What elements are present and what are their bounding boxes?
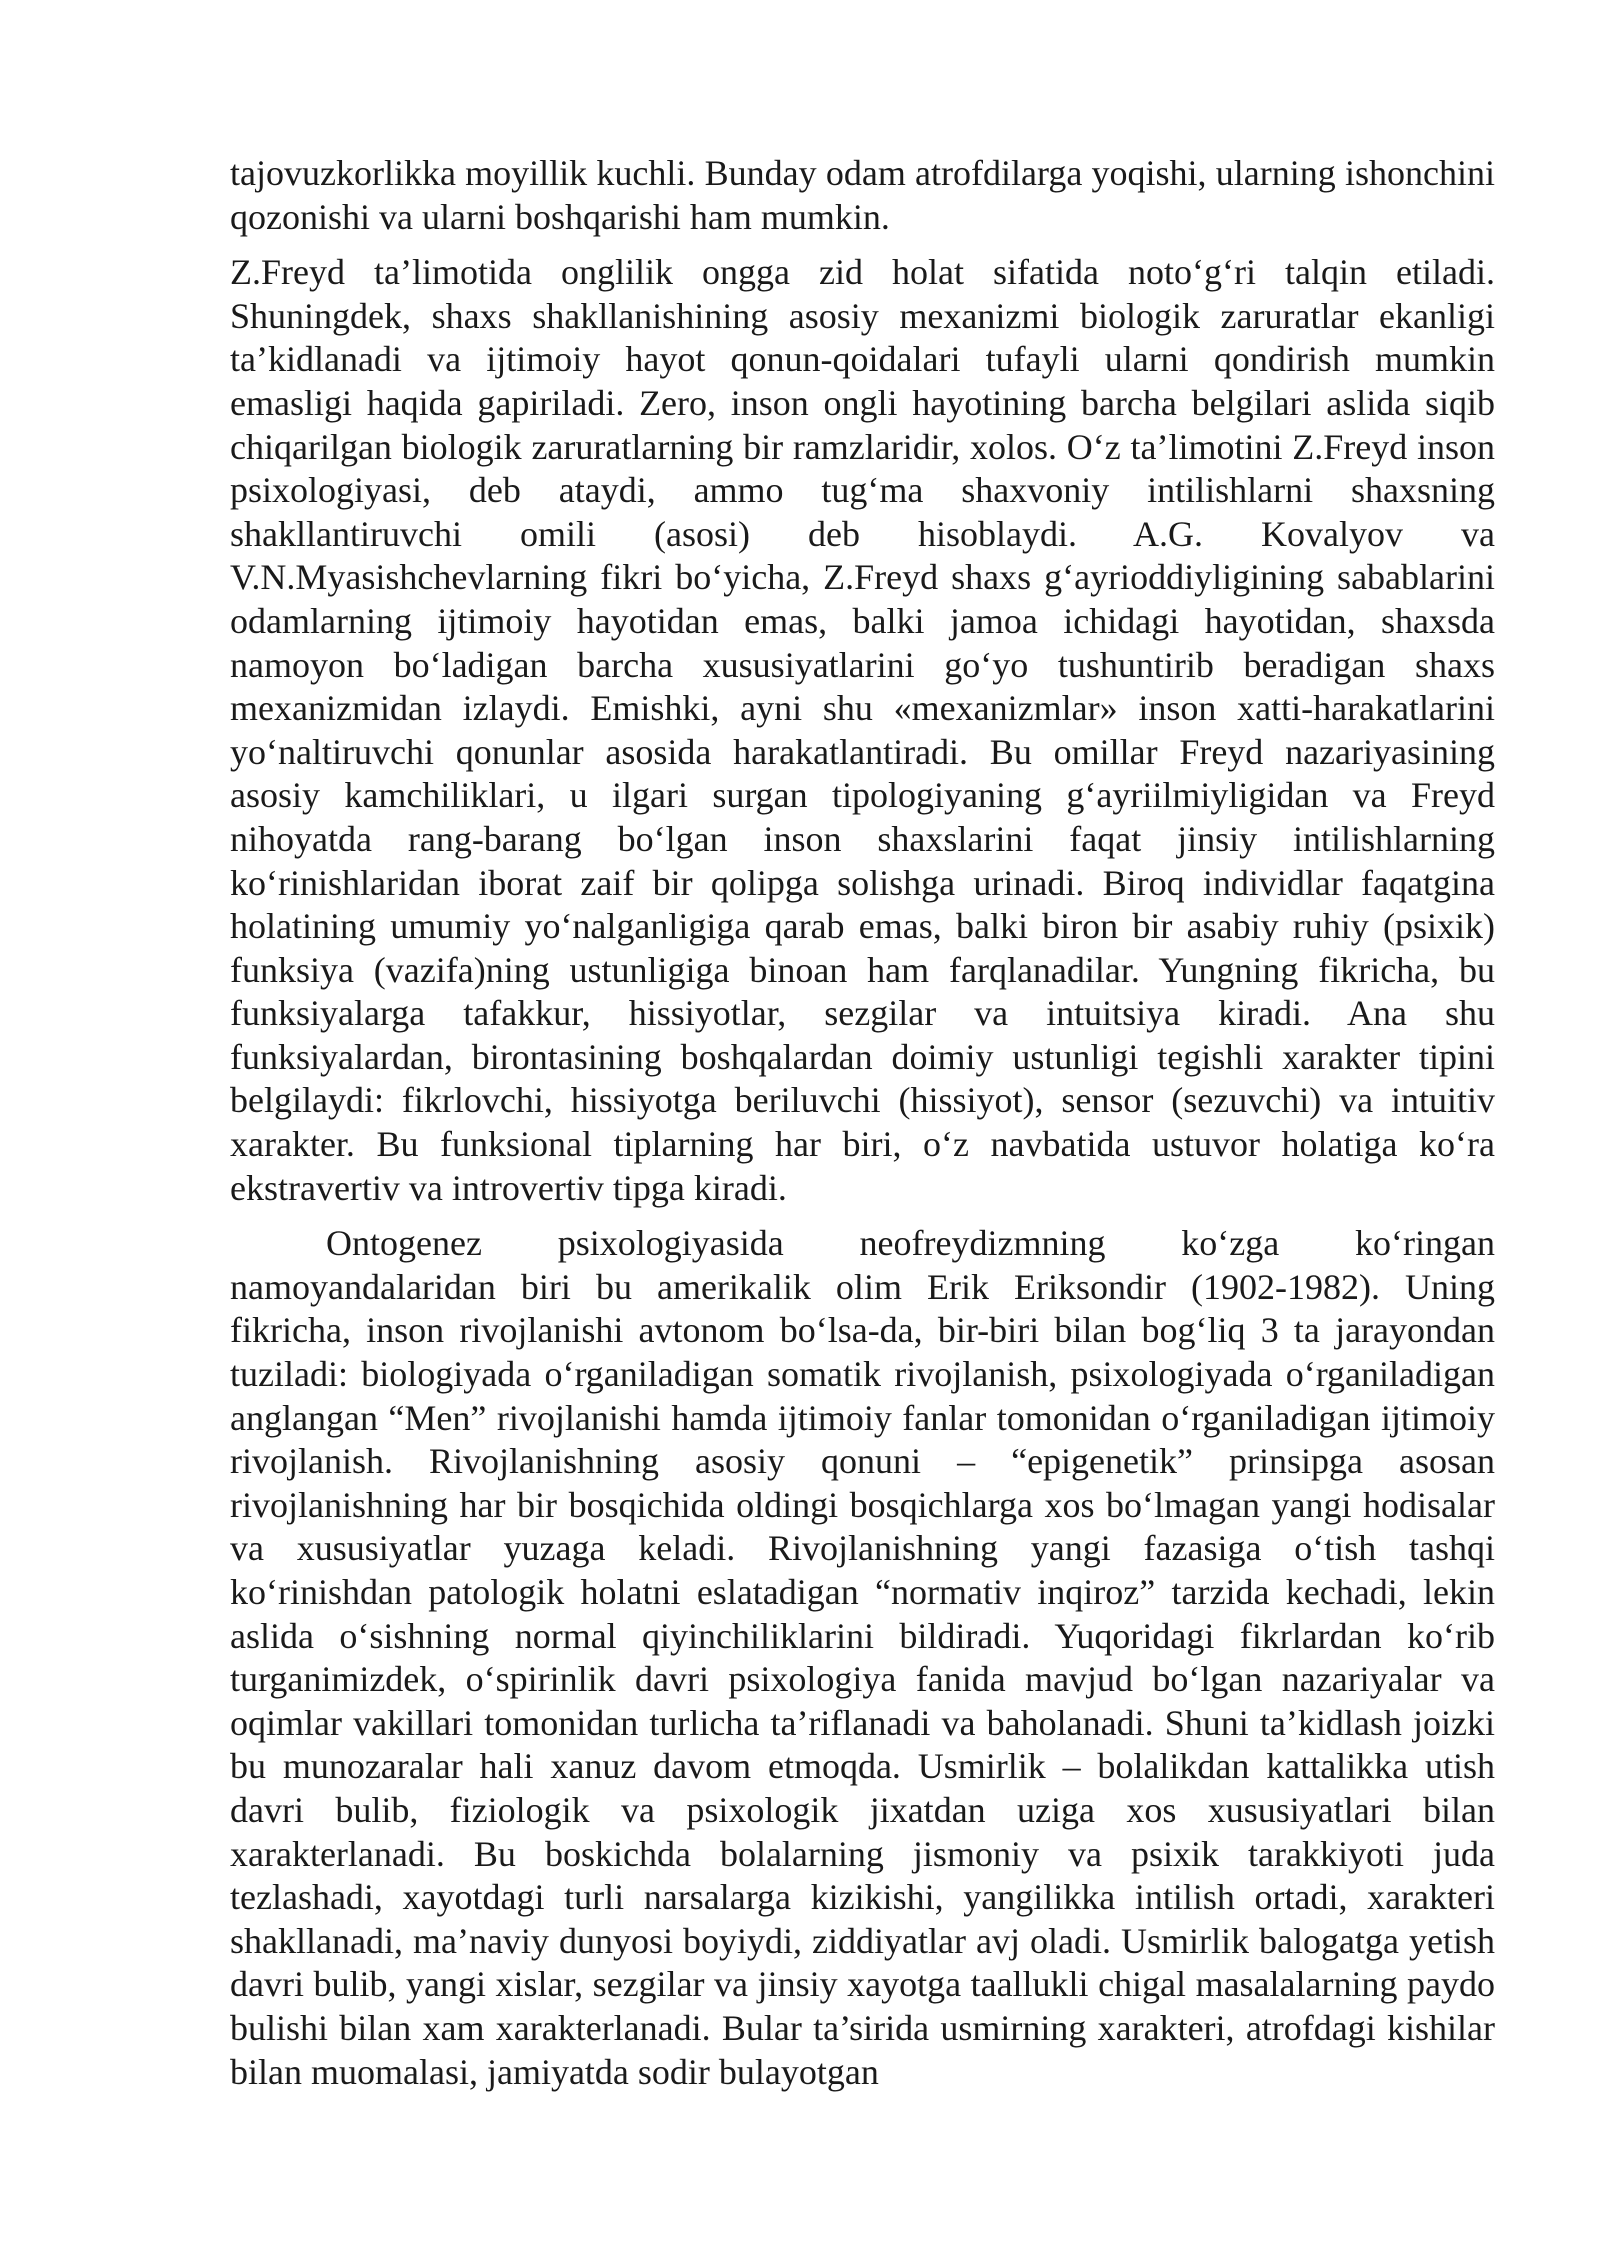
paragraph-3: Ontogenez psixologiyasida neofreydizmning ko‘zga ko‘ringan namoyandalaridan biri bu amerikalik olim Erik Eriksondir (1902-1982). Uning fikricha, inson rivojlanishi avtonom bo‘lsa-da, bir-biri bilan bog‘liq 3 ta jarayondan tuziladi: biologiyada o‘rganiladigan somatik rivojlanish, psixologiyada o‘rganiladigan anglangan “Men” rivojlanishi hamda ijtimoiy fanlar tomonidan o‘rganiladigan ijtimoiy rivojlanish. Rivojlanishning asosiy qonuni – “epigenetik” prinsipga asosan rivojlanishning har bir bosqichida oldingi bosqichlarga xos bo‘lmagan yangi hodisalar va xususiyatlar yuzaga keladi. Rivojlanishning yangi fazasiga o‘tish tashqi ko‘rinishdan patologik holatni eslatadigan “normativ inqiroz” tarzida kechadi, lekin aslida o‘sishning normal qiyinchiliklarini bildiradi. Yuqoridagi fikrlardan ko‘rib turganimizdek, o‘spirinlik davri psixologiya fanida mavjud bo‘lgan nazariyalar va oqimlar vakillari tomonidan turlicha ta’riflanadi va baholanadi. Shuni ta’kidlash joizki bu munozaralar hali xanuz davom etmoqda. Usmirlik – bolalikdan kattalikka utish davri bulib, fiziologik va psixologik jixatdan uziga xos xususiyatlari bilan xarakterlanadi. Bu boskichda bolalarning jismoniy va psixik tarakkiyoti juda tezlashadi, xayotdagi turli narsalarga kizikishi, yangilikka intilish ortadi, xarakteri shakllanadi, ma’naviy dunyosi boyiydi, ziddiyatlar avj oladi. Usmirlik balogatga yetish davri bulib, yangi xislar, sezgilar va jinsiy xayotga taallukli chigal masalalarning paydo bulishi bilan xam xarakterlanadi. Bular ta’sirida usmirning xarakteri, atrofdagi kishilar bilan muomalasi, jamiyatda sodir bulayotgan xyxy=(230,1223,1495,2092)
paragraph-1: tajovuzkorlikka moyillik kuchli. Bunday odam atrofdilarga yoqishi, ularning ishonchini qozonishi va ularni boshqarishi ham mumkin. xyxy=(230,153,1495,237)
paragraph-2: Z.Freyd ta’limotida onglilik ongga zid holat sifatida noto‘g‘ri talqin etiladi. Shuningdek, shaxs shakllanishining asosiy mexanizmi biologik zaruratlar ekanligi ta’kidlanadi va ijtimoiy hayot qonun-qoidalari tufayli ularni qondirish mumkin emasligi haqida gapiriladi. Zero, inson ongli hayotining barcha belgilari aslida siqib chiqarilgan biologik zaruratlarning bir ramzlaridir, xolos. O‘z ta’limotini Z.Freyd inson psixologiyasi, deb ataydi, ammo tug‘ma shaxvoniy intilishlarni shaxsning shakllantiruvchi omili (asosi) deb hisoblaydi. A.G. Kovalyov va V.N.Myasishchevlarning fikri bo‘yicha, Z.Freyd shaxs g‘ayrioddiyligining sabablarini odamlarning ijtimoiy hayotidan emas, balki jamoa ichidagi hayotidan, shaxsda namoyon bo‘ladigan barcha xususiyatlarini go‘yo tushuntirib beradigan shaxs mexanizmidan izlaydi. Emishki, ayni shu «mexanizmlar» inson xatti-harakatlarini yo‘naltiruvchi qonunlar asosida harakatlantiradi. Bu omillar Freyd nazariyasining asosiy kamchiliklari, u ilgari surgan tipologiyaning g‘ayriilmiyligidan va Freyd nihoyatda rang-barang bo‘lgan inson shaxslarini faqat jinsiy intilishlarning ko‘rinishlaridan iborat zaif bir qolipga solishga urinadi. Biroq individlar faqatgina holatining umumiy yo‘nalganligiga qarab emas, balki biron bir asabiy ruhiy (psixik) funksiya (vazifa)ning ustunligiga binoan ham farqlanadilar. Yungning fikricha, bu funksiyalarga tafakkur, hissiyotlar, sezgilar va intuitsiya kiradi. Ana shu funksiyalardan, birontasining boshqalardan doimiy ustunligi tegishli xarakter tipini belgilaydi: fikrlovchi, hissiyotga beriluvchi (hissiyot), sensor (sezuvchi) va intuitiv xarakter. Bu funksional tiplarning har biri, o‘z navbatida ustuvor holatiga ko‘ra ekstravertiv va introvertiv tipga kiradi. xyxy=(230,252,1495,1208)
document-page xyxy=(230,152,1495,2094)
